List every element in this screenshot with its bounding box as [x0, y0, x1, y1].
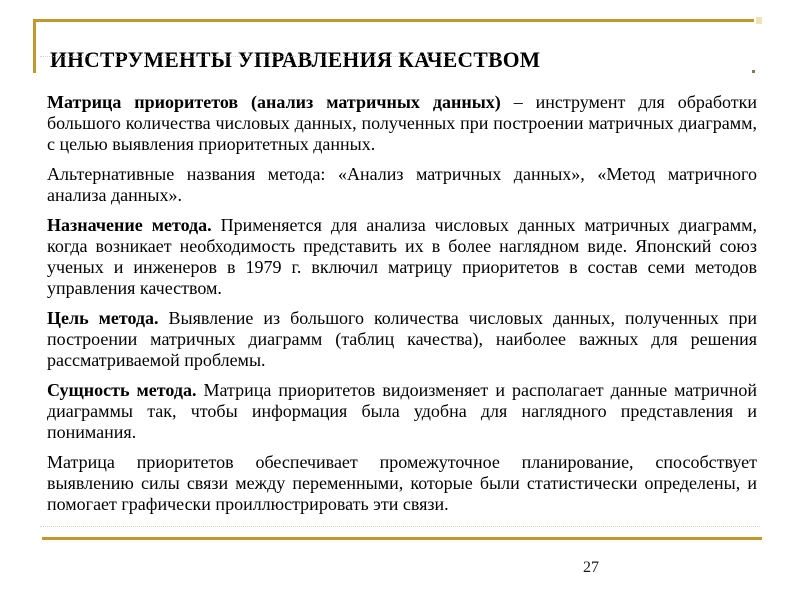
bottom-accent-rule: [42, 537, 762, 540]
paragraph-text: Альтернативные названия метода: «Анализ матричных данных», «Метод матричного анализа данных».: [47, 164, 757, 205]
paragraph-text: Выявление из большого количества числовых данных, полученных при построении матричных диаграмм (таблиц качества), наиболее важных для решения рассматриваемой проблемы.: [47, 308, 757, 370]
top-accent-rule: [34, 19, 754, 22]
paragraph-purpose: [47, 215, 757, 299]
paragraph-goal: [47, 308, 757, 371]
bottom-dotted-separator: [40, 526, 760, 527]
slide-title: ИНСТРУМЕНТЫ УПРАВЛЕНИЯ КАЧЕСТВОМ: [50, 46, 541, 72]
page-number: 27: [583, 559, 599, 576]
title-dotted-separator: [40, 56, 502, 57]
paragraph-text: – инструмент для обработки большого количества числовых данных, полученных при построении матричных диаграмм, с целью выявления приоритетных данных.: [47, 92, 758, 154]
slide-body: [47, 92, 757, 524]
paragraph-lead: Матрица приоритетов (анализ матричных данных): [47, 92, 501, 112]
corner-dot: [752, 70, 755, 73]
paragraph-essence: [47, 380, 757, 443]
paragraph-text: Матрица приоритетов обеспечивает промежуточное планирование, способствует выявлению силы связи между переменными, которые были статистически определены, и помогает графически проиллюстрировать эти связи.: [47, 452, 757, 514]
paragraph-definition: [47, 92, 757, 155]
paragraph-lead: Назначение метода.: [47, 215, 212, 235]
left-accent-rule: [33, 19, 36, 73]
paragraph-alternative-names: [47, 164, 757, 206]
paragraph-lead: Цель метода.: [47, 308, 159, 328]
paragraph-text: Матрица приоритетов видоизменяет и располагает данные матричной диаграммы так, чтобы информация была удобна для наглядного представления и понимания.: [47, 380, 757, 442]
paragraph-text: Применяется для анализа числовых данных матричных диаграмм, когда возникает необходимость представить их в более наглядном виде. Японский союз ученых и инженеров в 1979 г. включил матрицу приоритетов в состав семи методов управления качеством.: [47, 215, 757, 298]
paragraph-summary: [47, 452, 757, 515]
paragraph-lead: Сущность метода.: [47, 380, 197, 400]
top-rule-end-mark: [756, 17, 762, 24]
